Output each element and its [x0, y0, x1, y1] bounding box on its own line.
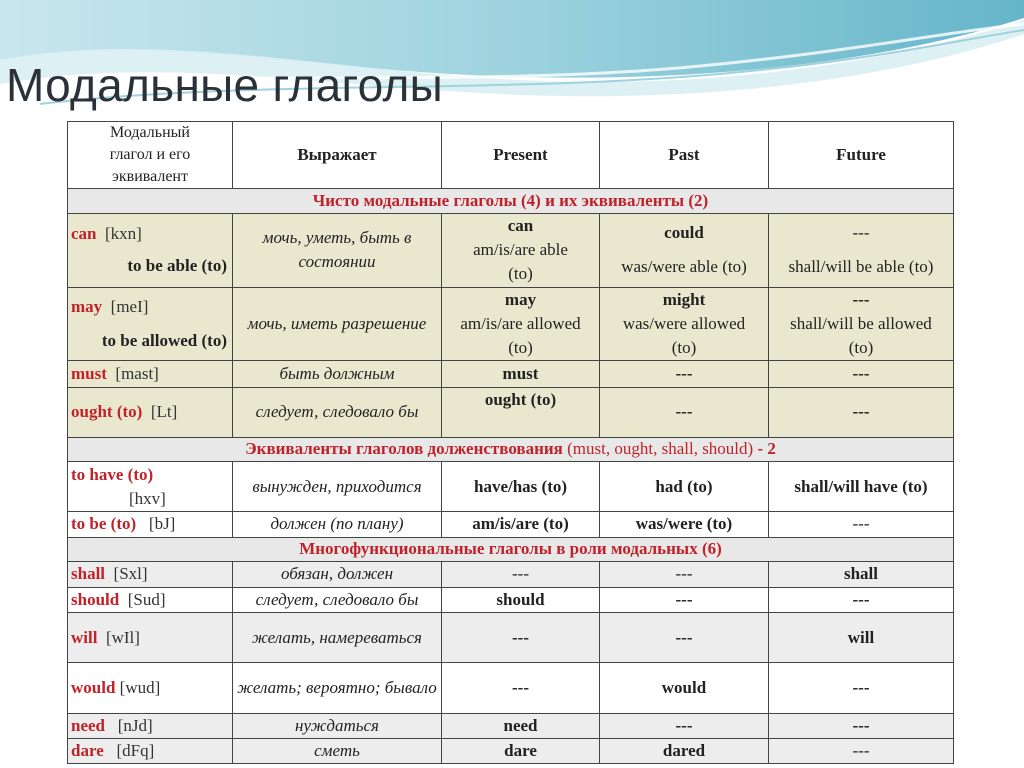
phonetic: [mast] — [115, 364, 159, 384]
present-cell: should — [442, 587, 600, 612]
past-cell: could was/were able (to) — [600, 213, 769, 287]
section-title: Многофункциональные глаголы в роли модальных (6) — [68, 537, 954, 561]
present-cell: must — [442, 361, 600, 387]
verb: may — [71, 297, 103, 317]
table-row-need — [68, 713, 954, 738]
past-cell: --- — [600, 387, 769, 437]
table-row-will — [68, 612, 954, 662]
table-row-ought — [68, 387, 954, 437]
phonetic: [kxn] — [105, 224, 142, 244]
future-cell: shall — [769, 561, 954, 587]
phonetic: [Lt] — [150, 401, 178, 421]
present-cell: --- — [442, 663, 600, 713]
meaning-cell: быть должным — [233, 361, 442, 387]
verb: ought (to) — [71, 401, 143, 421]
past-cell: would — [600, 663, 769, 713]
section-row-obligation — [68, 437, 954, 461]
meaning-cell: обязан, должен — [233, 561, 442, 587]
section-row-multifunctional — [68, 537, 954, 561]
past-cell: dared — [600, 738, 769, 763]
future-cell: shall/will have (to) — [769, 462, 954, 512]
past-cell: --- — [600, 361, 769, 387]
meaning-cell: нуждаться — [233, 713, 442, 738]
present-cell: may am/is/are allowed (to) — [442, 288, 600, 361]
verb: can — [71, 224, 97, 244]
future-cell: --- — [769, 738, 954, 763]
page-title: Модальные глаголы — [6, 59, 444, 111]
future-cell: --- shall/will be able (to) — [769, 213, 954, 287]
future-cell: --- — [769, 387, 954, 437]
meaning-cell: вынужден, приходится — [233, 462, 442, 512]
present-cell: ought (to) — [442, 387, 600, 437]
meaning-cell: желать; вероятно; бывало — [233, 663, 442, 713]
phonetic: [nJd] — [117, 715, 153, 735]
verb: will — [71, 627, 98, 647]
verb-cell — [68, 713, 233, 738]
phonetic: [meI] — [110, 297, 149, 317]
phonetic: [wud] — [119, 677, 161, 697]
verb: would — [71, 677, 116, 697]
meaning-cell: сметь — [233, 738, 442, 763]
verb: dare — [71, 740, 104, 760]
past-cell: --- — [600, 587, 769, 612]
past-cell: had (to) — [600, 462, 769, 512]
section-row-pure-modals — [68, 189, 954, 213]
verb-cell — [68, 512, 233, 537]
phonetic: [wIl] — [105, 627, 140, 647]
verb-cell — [68, 663, 233, 713]
table-row-may — [68, 288, 954, 361]
verb: shall — [71, 564, 106, 584]
future-cell: --- — [769, 361, 954, 387]
meaning-cell: мочь, иметь разрешение — [233, 288, 442, 361]
phonetic: [hxv] — [129, 488, 166, 508]
future-cell: --- — [769, 713, 954, 738]
phonetic: [bJ] — [148, 514, 176, 534]
verb-cell — [68, 612, 233, 662]
present-cell: need — [442, 713, 600, 738]
verb-cell — [68, 738, 233, 763]
header-future: Future — [769, 122, 954, 189]
table-row-can — [68, 213, 954, 287]
header-expresses: Выражает — [233, 122, 442, 189]
header-modal-verb: Модальный глагол и его эквивалент — [68, 122, 233, 189]
table-row-must — [68, 361, 954, 387]
present-cell: have/has (to) — [442, 462, 600, 512]
header-row — [68, 122, 954, 189]
past-cell: --- — [600, 713, 769, 738]
future-cell: --- — [769, 663, 954, 713]
present-cell: dare — [442, 738, 600, 763]
future-cell: --- — [769, 587, 954, 612]
past-cell: --- — [600, 561, 769, 587]
verb: must — [71, 364, 107, 384]
phonetic: [Sud] — [127, 589, 166, 609]
table-row-be-to — [68, 512, 954, 537]
verb-cell — [68, 561, 233, 587]
meaning-cell: мочь, уметь, быть в состоянии — [233, 213, 442, 287]
equivalent: to be allowed (to) — [101, 331, 227, 351]
modal-verbs-table — [67, 121, 954, 764]
present-cell: --- — [442, 561, 600, 587]
future-cell: --- shall/will be allowed (to) — [769, 288, 954, 361]
equivalent: to be able (to) — [127, 256, 227, 276]
section-title: Эквиваленты глаголов долженствования (must, ought, shall, should) - 2 — [68, 437, 954, 461]
present-cell: --- — [442, 612, 600, 662]
header-past: Past — [600, 122, 769, 189]
present-cell: am/is/are (to) — [442, 512, 600, 537]
verb-cell — [68, 462, 233, 512]
future-cell: --- — [769, 512, 954, 537]
table-row-shall — [68, 561, 954, 587]
table-row-should — [68, 587, 954, 612]
past-cell: might was/were allowed (to) — [600, 288, 769, 361]
present-cell: can am/is/are able (to) — [442, 213, 600, 287]
meaning-cell: желать, намереваться — [233, 612, 442, 662]
table-row-have-to — [68, 462, 954, 512]
future-cell: will — [769, 612, 954, 662]
verb: should — [71, 589, 120, 609]
verb-cell — [68, 288, 233, 361]
section-title: Чисто модальные глаголы (4) и их эквиваленты (2) — [68, 189, 954, 213]
meaning-cell: следует, следовало бы — [233, 587, 442, 612]
verb-cell — [68, 387, 233, 437]
verb-cell — [68, 361, 233, 387]
verb-cell — [68, 213, 233, 287]
verb-cell — [68, 587, 233, 612]
meaning-cell: должен (по плану) — [233, 512, 442, 537]
header-present: Present — [442, 122, 600, 189]
phonetic: [dFq] — [116, 740, 155, 760]
past-cell: was/were (to) — [600, 512, 769, 537]
meaning-cell: следует, следовало бы — [233, 387, 442, 437]
verb: to have (to) — [71, 464, 154, 484]
table-row-dare — [68, 738, 954, 763]
table-row-would — [68, 663, 954, 713]
phonetic: [Sxl] — [113, 564, 148, 584]
past-cell: --- — [600, 612, 769, 662]
verb: to be (to) — [71, 514, 137, 534]
verb: need — [71, 715, 105, 735]
